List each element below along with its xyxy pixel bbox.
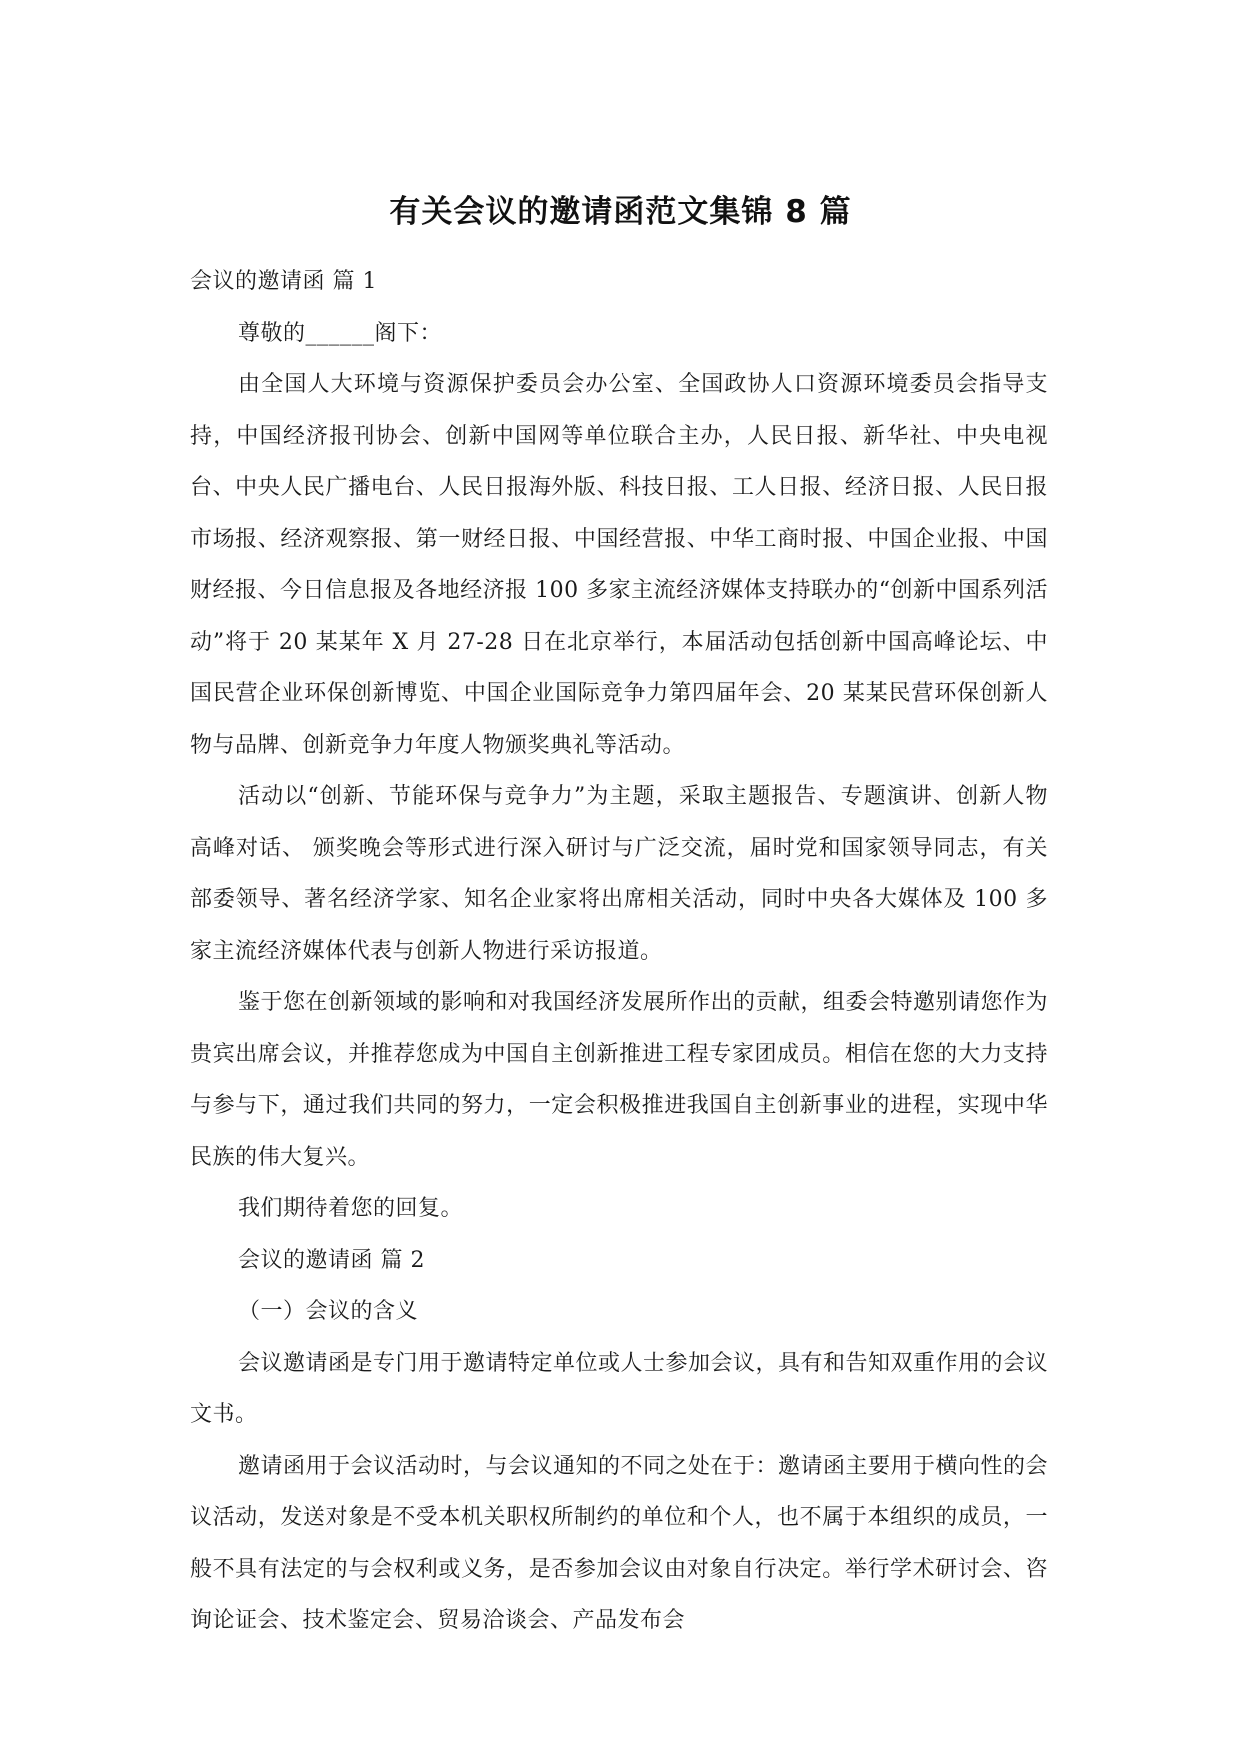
body-paragraph: 邀请函用于会议活动时，与会议通知的不同之处在于：邀请函主要用于横向性的会议活动，发送对象是不受本机关职权所制约的单位和个人，也不属于本组织的成员，一般不具有法定的与会权利或义务，是否参加会议由对象自行决定。举行学术研讨会、咨询论证会、技术鉴定会、贸易洽谈会、产品发布会: [190, 1453, 1049, 1633]
document-body: [190, 256, 1048, 1647]
body-paragraph: 鉴于您在创新领域的影响和对我国经济发展所作出的贡献，组委会特邀别请您作为贵宾出席会议，并推荐您成为中国自主创新推进工程专家团成员。相信在您的大力支持与参与下，通过我们共同的努力，一定会积极推进我国自主创新事业的进程，实现中华民族的伟大复兴。: [190, 990, 1049, 1170]
body-paragraph: 活动以“创新、节能环保与竞争力”为主题，采取主题报告、专题演讲、创新人物高峰对话、 颁奖晚会等形式进行深入研讨与广泛交流，届时党和国家领导同志，有关部委领导、著名经济学家、知名企业家将出席相关活动，同时中央各大媒体及 100 多家主流经济媒体代表与创新人物进行采访报道。: [190, 784, 1048, 964]
section-heading-2: 会议的邀请函 篇 2: [238, 1247, 425, 1273]
body-paragraph: 由全国人大环境与资源保护委员会办公室、全国政协人口资源环境委员会指导支持，中国经济报刊协会、创新中国网等单位联合主办，人民日报、新华社、中央电视台、中央人民广播电台、人民日报海外版、科技日报、工人日报、经济日报、人民日报市场报、经济观察报、第一财经日报、中国经营报、中华工商时报、中国企业报、中国财经报、今日信息报及各地经济报 100 多家主流经济媒体支持联办的“创新中国系列活动”将于 20 某某年 X 月 27-28 日在北京举行，本届活动包括创新中国高峰论坛、中国民营企业环保创新博览、中国企业国际竞争力第四届年会、20 某某民营环保创新人物与品牌、创新竞争力年度人物颁奖典礼等活动。: [190, 372, 1048, 758]
document-title: 有关会议的邀请函范文集锦 8 篇: [389, 194, 852, 230]
body-paragraph: 会议邀请函是专门用于邀请特定单位或人士参加会议，具有和告知双重作用的会议文书。: [190, 1350, 1049, 1427]
section-heading-1: 会议的邀请函 篇 1: [190, 269, 377, 294]
salutation: 尊敬的______阁下：: [238, 320, 443, 346]
closing-line: 我们期待着您的回复。: [238, 1196, 464, 1221]
subsection-heading: （一）会议的含义: [238, 1299, 419, 1324]
